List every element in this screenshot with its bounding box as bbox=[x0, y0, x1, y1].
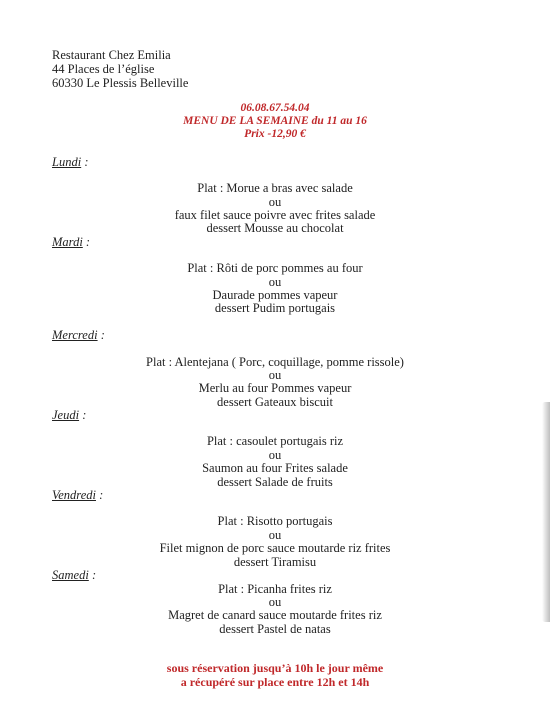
jeudi-dessert: dessert Salade de fruits bbox=[217, 475, 333, 489]
mardi-alt: Daurade pommes vapeur bbox=[212, 288, 338, 302]
day-label-mardi bbox=[52, 235, 90, 250]
samedi-dessert: dessert Pastel de natas bbox=[219, 622, 331, 636]
mardi-plat: Plat : Rôti de porc pommes au four bbox=[187, 261, 363, 275]
day-label-samedi bbox=[52, 568, 96, 583]
jeudi-plat: Plat : casoulet portugais riz bbox=[206, 434, 344, 448]
samedi-ou: ou bbox=[268, 595, 282, 609]
day-colon: : bbox=[79, 408, 87, 422]
phone-number: 06.08.67.54.04 bbox=[240, 102, 310, 114]
day-label-jeudi bbox=[52, 408, 86, 423]
lundi-ou: ou bbox=[268, 195, 282, 209]
vendredi-plat: Plat : Risotto portugais bbox=[217, 514, 333, 528]
mercredi-plat: Plat : Alentejana ( Porc, coquillage, pomme rissole) bbox=[146, 355, 404, 369]
day-name: Jeudi bbox=[52, 408, 80, 422]
menu-title: MENU DE LA SEMAINE du 11 au 16 bbox=[183, 115, 367, 127]
scroll-edge-shadow bbox=[542, 402, 550, 622]
day-label-vendredi bbox=[52, 488, 103, 503]
day-name: Samedi bbox=[52, 568, 89, 582]
day-colon: : bbox=[97, 328, 105, 342]
samedi-alt: Magret de canard sauce moutarde frites riz bbox=[168, 608, 382, 622]
mardi-dessert: dessert Pudim portugais bbox=[214, 301, 336, 315]
mercredi-alt: Merlu au four Pommes vapeur bbox=[198, 381, 352, 395]
day-colon: : bbox=[95, 488, 104, 502]
day-label-lundi bbox=[52, 155, 88, 170]
day-colon: : bbox=[81, 155, 89, 169]
restaurant-street: 44 Places de l’église bbox=[52, 62, 155, 76]
day-name: Vendredi bbox=[52, 488, 96, 502]
mercredi-ou: ou bbox=[268, 368, 282, 382]
lundi-alt: faux filet sauce poivre avec frites salade bbox=[174, 208, 376, 222]
lundi-dessert: dessert Mousse au chocolat bbox=[206, 221, 344, 235]
jeudi-alt: Saumon au four Frites salade bbox=[202, 461, 348, 475]
restaurant-name: Restaurant Chez Emilia bbox=[52, 48, 171, 62]
mercredi-dessert: dessert Gateaux biscuit bbox=[217, 395, 333, 409]
pickup-note: a récupéré sur place entre 12h et 14h bbox=[180, 675, 370, 689]
vendredi-ou: ou bbox=[268, 528, 282, 542]
jeudi-ou: ou bbox=[268, 448, 282, 462]
day-label-mercredi bbox=[52, 328, 105, 343]
restaurant-city: 60330 Le Plessis Belleville bbox=[52, 76, 189, 90]
day-name: Mardi bbox=[52, 235, 83, 249]
mardi-ou: ou bbox=[268, 275, 282, 289]
menu-price: Prix -12,90 € bbox=[244, 128, 306, 140]
reservation-note: sous réservation jusqu’à 10h le jour même bbox=[166, 661, 384, 675]
samedi-plat: Plat : Picanha frites riz bbox=[218, 582, 332, 596]
day-colon: : bbox=[88, 568, 97, 582]
day-name: Lundi bbox=[52, 155, 82, 169]
day-name: Mercredi bbox=[52, 328, 98, 342]
day-colon: : bbox=[82, 235, 91, 249]
vendredi-alt: Filet mignon de porc sauce moutarde riz frites bbox=[159, 541, 391, 555]
lundi-plat: Plat : Morue a bras avec salade bbox=[197, 181, 353, 195]
vendredi-dessert: dessert Tiramisu bbox=[233, 555, 317, 569]
restaurant-address bbox=[52, 48, 188, 90]
